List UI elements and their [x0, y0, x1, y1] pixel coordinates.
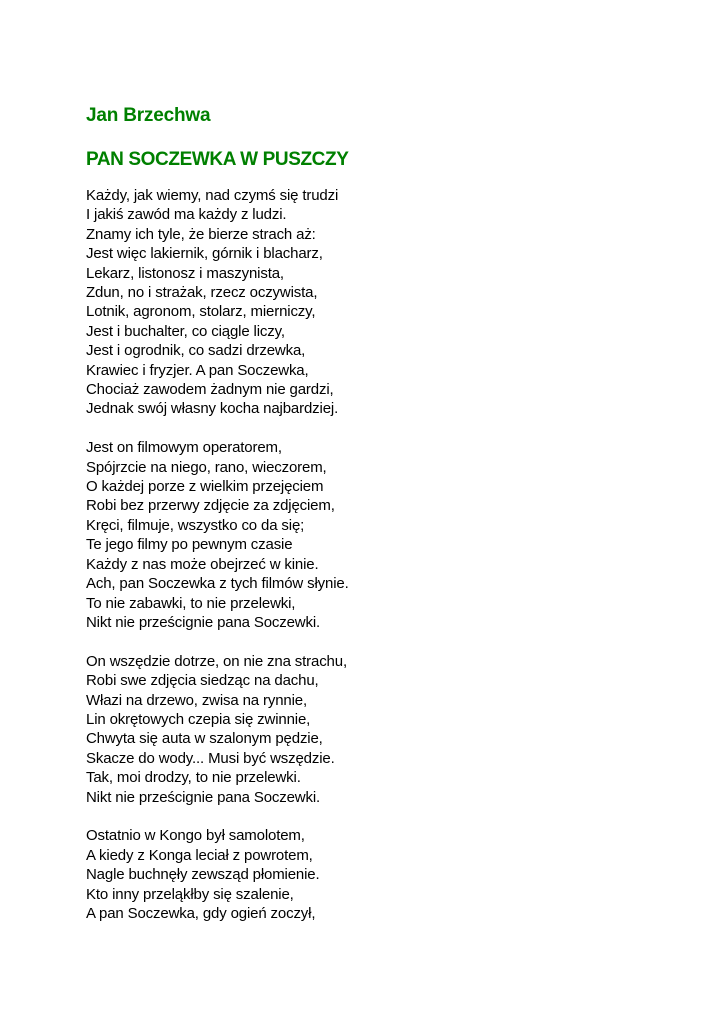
poem-line: Krawiec i fryzjer. A pan Soczewka,: [86, 361, 309, 379]
poem-line: Tak, moi drodzy, to nie przelewki.: [86, 769, 301, 787]
poem-line: Lin okrętowych czepia się zwinnie,: [86, 710, 311, 728]
poem-line: Te jego filmy po pewnym czasie: [86, 536, 293, 554]
poem-line: Jest więc lakiernik, górnik i blacharz,: [86, 245, 323, 263]
poem-line: On wszędzie dotrze, on nie zna strachu,: [86, 652, 347, 670]
poem-line: O każdej porze z wielkim przejęciem: [86, 478, 324, 496]
poem-line: Jest on filmowym operatorem,: [86, 439, 282, 457]
poem-line: Ach, pan Soczewka z tych filmów słynie.: [86, 575, 349, 593]
poem-line: Skacze do wody... Musi być wszędzie.: [86, 749, 335, 767]
poem-line: Lekarz, listonosz i maszynista,: [86, 264, 284, 282]
poem-line: Nikt nie prześcignie pana Soczewki.: [86, 613, 321, 631]
poem-line: Każdy z nas może obejrzeć w kinie.: [86, 555, 319, 573]
poem-line: Jest i buchalter, co ciągle liczy,: [86, 322, 285, 340]
poem-line: Spójrzcie na niego, rano, wieczorem,: [86, 458, 327, 476]
poem-line: Chociaż zawodem żadnym nie gardzi,: [86, 381, 334, 399]
poem-line: Jest i ogrodnik, co sadzi drzewka,: [86, 342, 306, 360]
poem-line: Robi bez przerwy zdjęcie za zdjęciem,: [86, 497, 335, 515]
poem-line: A kiedy z Konga leciał z powrotem,: [86, 846, 313, 864]
poem-line: Ostatnio w Kongo był samolotem,: [86, 827, 305, 845]
poem-line: Zdun, no i strażak, rzecz oczywista,: [86, 284, 318, 302]
poem-line: Znamy ich tyle, że bierze strach aż:: [86, 225, 316, 243]
poem-stanza: [86, 826, 686, 923]
document-page: [86, 104, 686, 943]
poem-line: Robi swe zdjęcia siedząc na dachu,: [86, 672, 319, 690]
poem-line: Nagle buchnęły zewsząd płomienie.: [86, 866, 320, 884]
poem-stanza: [86, 652, 686, 807]
poem-body: [86, 186, 686, 923]
poem-line: Włazi na drzewo, zwisa na rynnie,: [86, 691, 307, 709]
poem-line: To nie zabawki, to nie przelewki,: [86, 594, 296, 612]
poem-line: A pan Soczewka, gdy ogień zoczył,: [86, 904, 316, 922]
poem-stanza: [86, 186, 686, 419]
poem-line: Nikt nie prześcignie pana Soczewki.: [86, 788, 321, 806]
poem-line: Kręci, filmuje, wszystko co da się;: [86, 516, 305, 534]
author-name: Jan Brzechwa: [86, 105, 211, 126]
poem-line: Każdy, jak wiemy, nad czymś się trudzi: [86, 187, 339, 204]
poem-line: Chwyta się auta w szalonym pędzie,: [86, 730, 323, 748]
poem-line: Lotnik, agronom, stolarz, mierniczy,: [86, 303, 316, 321]
poem-title: PAN SOCZEWKA W PUSZCZY: [86, 149, 349, 170]
poem-line: Kto inny przeląkłby się szalenie,: [86, 885, 294, 903]
poem-stanza: [86, 438, 686, 632]
poem-line: Jednak swój własny kocha najbardziej.: [86, 400, 339, 418]
poem-line: I jakiś zawód ma każdy z ludzi.: [86, 206, 287, 224]
